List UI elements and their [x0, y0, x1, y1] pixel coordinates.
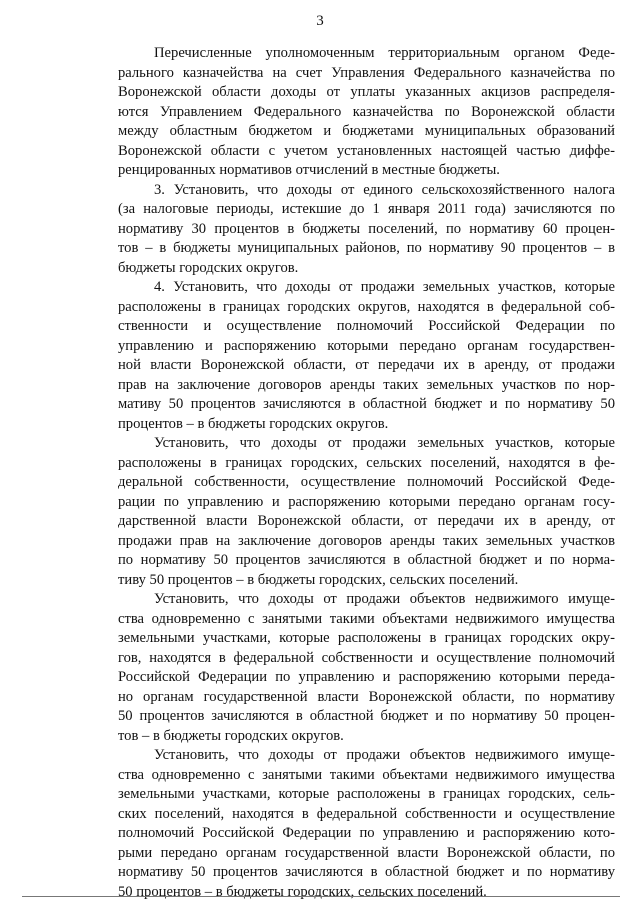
- paragraph-settlements-land-sale: [118, 434, 615, 590]
- text-line: 50 процентов – в бюджеты городских, сельских поселений.: [118, 883, 487, 900]
- text-line: 4. Установить, что доходы от продажи земельных участков, которые: [154, 279, 615, 295]
- text-line: нормативу 50 процентов зачисляются в областной бюджет и по нормативу: [118, 864, 615, 880]
- text-line: ства одновременно с занятыми такими объектами недвижимого имущества: [118, 766, 615, 783]
- text-line: 3. Установить, что доходы от единого сельскохозяйственного налога: [154, 181, 615, 198]
- text-line: расположены в границах городских округов, находятся в федеральной соб-: [118, 298, 615, 315]
- text-line: 50 процентов зачисляются в областной бюджет и по нормативу 50 процен-: [118, 708, 615, 724]
- text-line: рального казначейства на счет Управления Федерального казначейства по: [118, 64, 615, 81]
- text-line: ских поселений, находятся в федеральной собственности и осуществление: [118, 805, 615, 822]
- text-line: земельными участками, которые расположены в границах городских окру-: [118, 630, 615, 646]
- text-line: Воронежской области доходы от уплаты указанных акцизов распределя-: [118, 84, 615, 100]
- paragraph-item-4: [118, 278, 615, 434]
- page-number: 3: [316, 13, 324, 29]
- text-line: полномочий Российской Федерации по управлению и распоряжению кото-: [118, 825, 615, 841]
- text-line: Установить, что доходы от продажи объектов недвижимого имуще-: [154, 747, 615, 763]
- text-line: прав на заключение договоров аренды таких земельных участков по нор-: [118, 376, 615, 393]
- text-line: ренцированных нормативов отчислений в местные бюджеты.: [118, 162, 500, 178]
- text-line: Перечисленные уполномоченным территориальным органом Феде-: [154, 45, 615, 61]
- text-line: мативу 50 процентов зачисляются в областной бюджет и по нормативу 50: [118, 396, 615, 412]
- text-line: бюджеты городских округов.: [118, 259, 299, 276]
- text-line: ства одновременно с занятыми такими объектами недвижимого имущества: [118, 610, 615, 627]
- text-line: тов – в бюджеты муниципальных районов, по нормативу 90 процентов – в: [118, 240, 615, 256]
- paragraph-real-estate-urban-districts: [118, 590, 615, 746]
- text-line: нормативу 30 процентов в бюджеты поселений, по нормативу 60 процен-: [118, 220, 615, 237]
- document-body: [118, 44, 615, 902]
- text-line: гов, находятся в федеральной собственности и осуществление полномочий: [118, 649, 615, 666]
- text-line: рыми передано органам государственной власти Воронежской области, по: [118, 844, 615, 861]
- text-line: ются Управлением Федерального казначейства по Воронежской области: [118, 103, 615, 120]
- text-line: рации по управлению и распоряжению которыми передано органам госу-: [118, 493, 615, 510]
- text-line: Установить, что доходы от продажи объектов недвижимого имуще-: [154, 591, 615, 607]
- text-line: ной власти Воронежской области, от передачи их в аренду, от продажи: [118, 357, 615, 373]
- text-line: Воронежской области с учетом установленных настоящей частью диффе-: [118, 142, 615, 159]
- paragraph-real-estate-settlements: [118, 746, 615, 902]
- text-line: процентов – в бюджеты городских округов.: [118, 415, 389, 432]
- text-line: тов – в бюджеты городских округов.: [118, 727, 344, 744]
- text-line: деральной собственности, осуществление полномочий Российской Феде-: [118, 474, 615, 490]
- text-line: по нормативу 50 процентов зачисляются в областной бюджет и по норма-: [118, 552, 615, 568]
- text-line: ственности и осуществление полномочий Российской Федерации по: [118, 318, 615, 334]
- page-bottom-divider: [22, 896, 620, 897]
- text-line: между областным бюджетом и бюджетами муниципальных образований: [118, 123, 615, 139]
- text-line: земельными участками, которые расположены в границах городских, сель-: [118, 786, 615, 802]
- paragraph-distribution-of-excise-income: [118, 44, 615, 181]
- text-line: продажи прав на заключение договоров аренды таких земельных участков: [118, 532, 615, 549]
- text-line: но органам государственной власти Воронежской области, по нормативу: [118, 688, 615, 705]
- text-line: управлению и распоряжению которыми передано органам государствен-: [118, 337, 615, 354]
- text-line: тиву 50 процентов – в бюджеты городских, сельских поселений.: [118, 571, 519, 588]
- paragraph-item-3: [118, 181, 615, 279]
- text-line: Установить, что доходы от продажи земельных участков, которые: [154, 435, 615, 451]
- text-line: расположены в границах городских, сельских поселений, находятся в фе-: [118, 454, 615, 471]
- text-line: дарственной власти Воронежской области, от передачи их в аренду, от: [118, 513, 615, 529]
- text-line: Российской Федерации по управлению и распоряжению которыми переда-: [118, 669, 615, 685]
- text-line: (за налоговые периоды, истекшие до 1 января 2011 года) зачисляются по: [118, 201, 615, 217]
